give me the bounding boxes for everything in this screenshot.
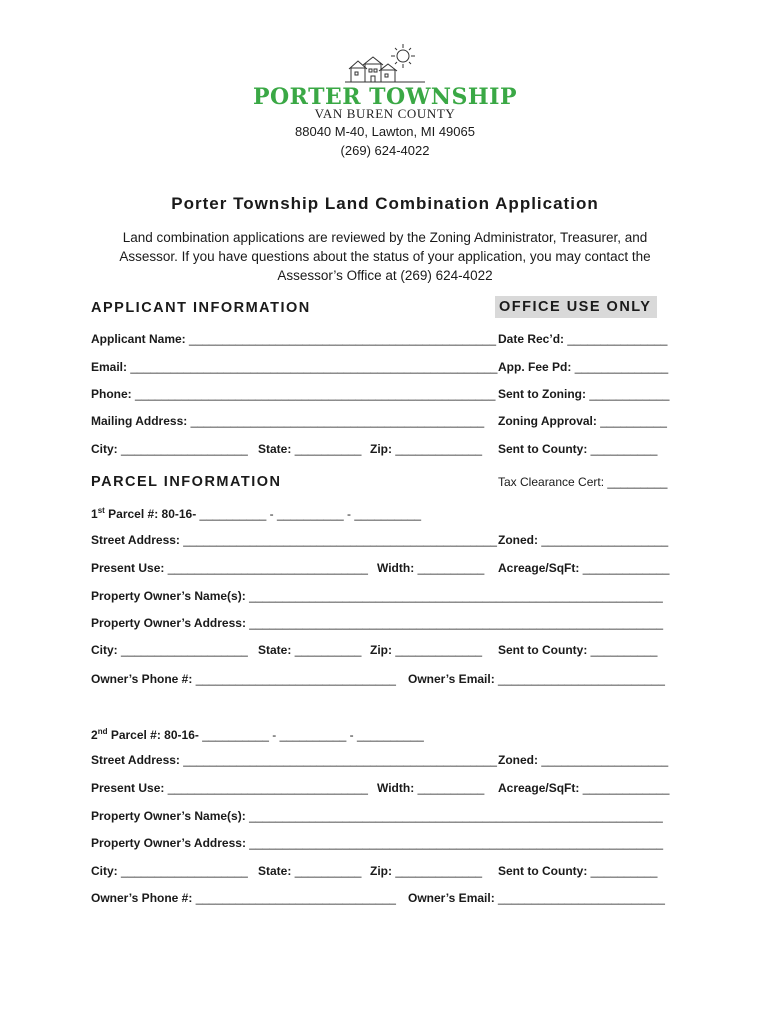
parcel-2-owner-names-field[interactable]: Property Owner’s Name(s): ______________________________________________________________ xyxy=(91,809,663,823)
applicant-name-field[interactable]: Applicant Name: ______________________________________________ xyxy=(91,332,497,346)
applicant-city-field[interactable]: City: ___________________ xyxy=(91,442,248,456)
email-field[interactable]: Email: _______________________________________________________ xyxy=(91,360,498,374)
phone-field[interactable]: Phone: ______________________________________________________ xyxy=(91,387,496,401)
parcel-2-sent-to-county-field[interactable]: Sent to County: __________ xyxy=(498,864,658,878)
parcel-1-number-field[interactable]: 1st Parcel #: 80-16- __________ - __________ - __________ xyxy=(91,506,422,521)
date-received-field[interactable]: Date Rec’d: _______________ xyxy=(498,332,668,346)
parcel-1-owner-email-field[interactable]: Owner’s Email: _________________________ xyxy=(408,672,665,686)
applicant-zip-field[interactable]: Zip: _____________ xyxy=(370,442,483,456)
parcel-heading: PARCEL INFORMATION xyxy=(91,474,282,490)
parcel-1-width-field[interactable]: Width: __________ xyxy=(377,561,485,575)
app-fee-field[interactable]: App. Fee Pd: ______________ xyxy=(498,360,669,374)
parcel-1-zip-field[interactable]: Zip: _____________ xyxy=(370,643,483,657)
parcel-1-owner-names-field[interactable]: Property Owner’s Name(s): ______________________________________________________________ xyxy=(91,589,663,603)
parcel-1-acreage-field[interactable]: Acreage/SqFt: _____________ xyxy=(498,561,670,575)
parcel-2-street-field[interactable]: Street Address: _______________________________________________ xyxy=(91,753,497,767)
parcel-1-street-field[interactable]: Street Address: _______________________________________________ xyxy=(91,533,497,547)
applicant-state-field[interactable]: State: __________ xyxy=(258,442,362,456)
parcel-1-owner-address-field[interactable]: Property Owner’s Address: ______________________________________________________________ xyxy=(91,616,664,630)
parcel-2-acreage-field[interactable]: Acreage/SqFt: _____________ xyxy=(498,781,670,795)
parcel-2-city-field[interactable]: City: ___________________ xyxy=(91,864,248,878)
office-use-heading: OFFICE USE ONLY xyxy=(495,296,657,318)
zoning-approval-field[interactable]: Zoning Approval: __________ xyxy=(498,414,667,428)
parcel-2-owner-phone-field[interactable]: Owner’s Phone #: ______________________________ xyxy=(91,891,396,905)
applicant-heading: APPLICANT INFORMATION xyxy=(91,300,311,316)
parcel-1-present-use-field[interactable]: Present Use: ______________________________ xyxy=(91,561,368,575)
parcel-2-zip-field[interactable]: Zip: _____________ xyxy=(370,864,483,878)
parcel-1-sent-to-county-field[interactable]: Sent to County: __________ xyxy=(498,643,658,657)
township-logo-icon xyxy=(345,42,425,86)
parcel-1-owner-phone-field[interactable]: Owner’s Phone #: ______________________________ xyxy=(91,672,396,686)
intro-text: Land combination applications are reviewed by the Zoning Administrator, Treasurer, and Assessor. If you have questions about the status of your application, you may contact the Assessor’s Office at (269) 624-4022 xyxy=(119,230,651,283)
sent-to-county-field[interactable]: Sent to County: __________ xyxy=(498,442,658,456)
parcel-2-owner-address-field[interactable]: Property Owner’s Address: ______________________________________________________________ xyxy=(91,836,664,850)
parcel-2-owner-email-field[interactable]: Owner’s Email: _________________________ xyxy=(408,891,665,905)
mailing-address-field[interactable]: Mailing Address: ____________________________________________ xyxy=(91,414,485,428)
parcel-2-width-field[interactable]: Width: __________ xyxy=(377,781,485,795)
document-title: Porter Township Land Combination Application xyxy=(171,194,599,213)
parcel-2-zoned-field[interactable]: Zoned: ___________________ xyxy=(498,753,669,767)
parcel-1-zoned-field[interactable]: Zoned: ___________________ xyxy=(498,533,669,547)
logo-title: PORTER TOWNSHIP xyxy=(252,84,518,110)
address: 88040 M-40, Lawton, MI 49065 xyxy=(295,124,475,139)
parcel-2-number-field[interactable]: 2nd Parcel #: 80-16- __________ - __________ - __________ xyxy=(91,727,424,742)
parcel-1-city-field[interactable]: City: ___________________ xyxy=(91,643,248,657)
logo-subtitle: VAN BUREN COUNTY xyxy=(314,106,456,121)
phone: (269) 624-4022 xyxy=(340,143,430,158)
parcel-2-state-field[interactable]: State: __________ xyxy=(258,864,362,878)
sent-to-zoning-field[interactable]: Sent to Zoning: ____________ xyxy=(498,387,670,401)
tax-clearance-field[interactable]: Tax Clearance Cert: _________ xyxy=(498,475,668,489)
parcel-1-state-field[interactable]: State: __________ xyxy=(258,643,362,657)
parcel-2-present-use-field[interactable]: Present Use: ______________________________ xyxy=(91,781,368,795)
